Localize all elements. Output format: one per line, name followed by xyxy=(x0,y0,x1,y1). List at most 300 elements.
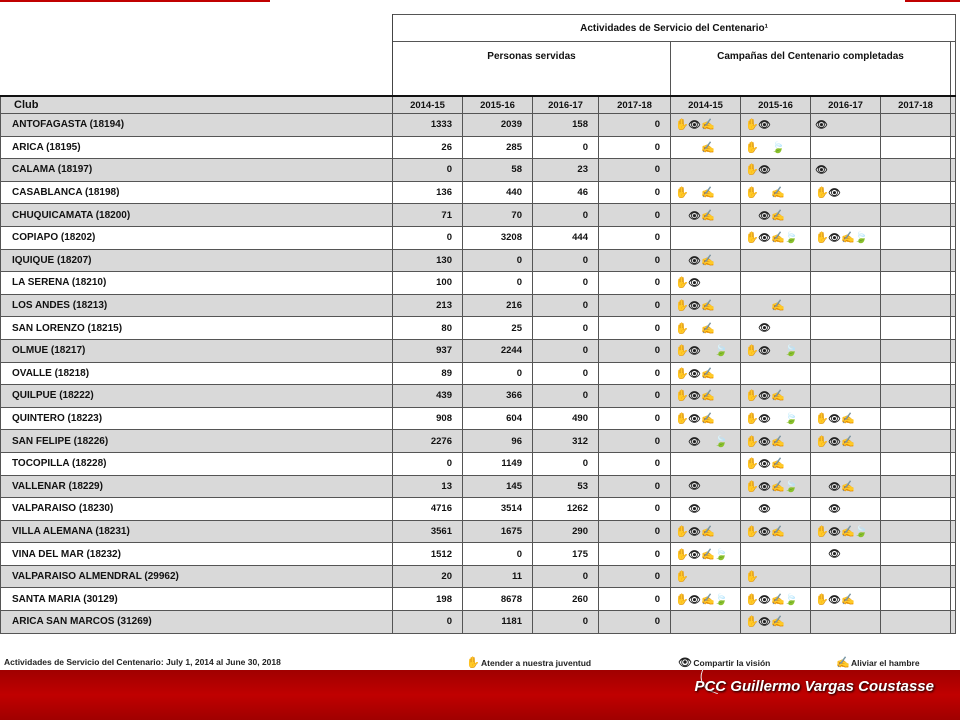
campaign-icons xyxy=(881,611,951,634)
eye-icon: 👁 xyxy=(758,165,771,177)
served-count: 0 xyxy=(599,226,671,249)
campaign-icons xyxy=(811,475,881,498)
hands-icon: ✋ xyxy=(745,232,759,245)
club-column-header: Club xyxy=(1,96,393,114)
served-count: 0 xyxy=(599,452,671,475)
hand-bowl-icon: ✍ xyxy=(701,300,715,313)
served-count: 0 xyxy=(599,181,671,204)
table-row xyxy=(1,159,956,182)
hands-icon: ✋ xyxy=(675,548,689,561)
hand-bowl-icon: ✍ xyxy=(771,435,785,448)
campaign-icons xyxy=(741,565,811,588)
table-row xyxy=(1,204,956,227)
served-count: 1512 xyxy=(393,543,463,566)
club-name: SANTA MARIA (30129) xyxy=(1,588,393,611)
eye-icon: 👁 xyxy=(758,436,771,448)
served-count: 0 xyxy=(599,362,671,385)
served-count: 0 xyxy=(599,475,671,498)
campaign-icons xyxy=(671,272,741,295)
served-count: 46 xyxy=(533,181,599,204)
campaign-icons xyxy=(671,159,741,182)
eye-icon: 👁 xyxy=(758,503,771,515)
campaign-icons xyxy=(881,362,951,385)
hands-icon: ✋ xyxy=(745,593,759,606)
served-count: 937 xyxy=(393,339,463,362)
edge-cell xyxy=(951,565,956,588)
served-count: 0 xyxy=(599,272,671,295)
served-count: 0 xyxy=(533,362,599,385)
club-name: SAN LORENZO (18215) xyxy=(1,317,393,340)
eye-icon: 👁 xyxy=(688,120,701,132)
served-count: 0 xyxy=(533,339,599,362)
campaign-icons xyxy=(741,339,811,362)
served-count: 0 xyxy=(599,498,671,521)
edge-cell xyxy=(951,96,956,114)
eye-icon: 👁 xyxy=(828,549,841,561)
campaign-icons xyxy=(671,452,741,475)
edge-cell xyxy=(951,452,956,475)
club-name: QUILPUE (18222) xyxy=(1,385,393,408)
edge-cell xyxy=(951,272,956,295)
served-count: 23 xyxy=(533,159,599,182)
edge-cell xyxy=(951,204,956,227)
legend-youth-label: Atender a nuestra juventud xyxy=(481,658,592,668)
eye-icon: 👁 xyxy=(688,301,701,313)
served-count: 136 xyxy=(393,181,463,204)
leaf-icon: 🍃 xyxy=(714,435,728,448)
campaign-icons xyxy=(881,226,951,249)
campaign-icons xyxy=(881,114,951,137)
legend xyxy=(4,655,954,669)
leaf-icon: 🍃 xyxy=(784,413,798,426)
served-count: 216 xyxy=(463,294,533,317)
served-count: 1675 xyxy=(463,520,533,543)
campaign-icons xyxy=(881,272,951,295)
served-count: 0 xyxy=(533,136,599,159)
served-count: 0 xyxy=(599,317,671,340)
campaign-icons xyxy=(811,249,881,272)
served-count: 0 xyxy=(599,339,671,362)
legend-vision-label: Compartir la visión xyxy=(693,658,771,668)
hands-icon: ✋ xyxy=(675,413,689,426)
eye-icon: 👁 xyxy=(758,120,771,132)
hands-icon: ✋ xyxy=(815,187,829,200)
hand-bowl-icon: ✍ xyxy=(701,548,715,561)
campaign-icons xyxy=(741,272,811,295)
campaign-icons xyxy=(881,181,951,204)
served-count: 130 xyxy=(393,249,463,272)
club-name: CHUQUICAMATA (18200) xyxy=(1,204,393,227)
served-count: 439 xyxy=(393,385,463,408)
served-count: 0 xyxy=(463,543,533,566)
hands-icon: ✋ xyxy=(675,119,689,132)
served-count: 440 xyxy=(463,181,533,204)
hands-icon: ✋ xyxy=(675,525,689,538)
edge-cell xyxy=(951,159,956,182)
campaign-icons xyxy=(881,204,951,227)
served-count: 2244 xyxy=(463,339,533,362)
table-row xyxy=(1,543,956,566)
campaign-icons xyxy=(811,159,881,182)
hands-icon: ✋ xyxy=(815,593,829,606)
served-count: 0 xyxy=(599,407,671,430)
campaign-year-header: 2016-17 xyxy=(811,96,881,114)
served-count: 0 xyxy=(599,159,671,182)
header-blank-cell xyxy=(1,15,393,97)
eye-icon: 👁 xyxy=(758,526,771,538)
served-count: 0 xyxy=(599,520,671,543)
campaign-icons xyxy=(671,520,741,543)
club-name: ARICA (18195) xyxy=(1,136,393,159)
year-header-row xyxy=(1,96,956,114)
campaign-icons xyxy=(811,294,881,317)
campaign-icons xyxy=(811,430,881,453)
campaign-icons xyxy=(671,136,741,159)
served-count: 444 xyxy=(533,226,599,249)
served-count: 71 xyxy=(393,204,463,227)
campaign-icons xyxy=(741,181,811,204)
served-count: 80 xyxy=(393,317,463,340)
served-count: 1262 xyxy=(533,498,599,521)
hand-bowl-icon: ✍ xyxy=(701,413,715,426)
hands-icon: ✋ xyxy=(815,413,829,426)
served-count: 58 xyxy=(463,159,533,182)
hand-bowl-icon: ✍ xyxy=(701,209,715,222)
campaigns-title: Campañas del Centenario completadas xyxy=(671,42,951,97)
edge-cell xyxy=(951,42,956,97)
served-count: 0 xyxy=(393,452,463,475)
hands-icon: ✋ xyxy=(675,300,689,313)
club-name: VALPARAISO (18230) xyxy=(1,498,393,521)
served-count: 0 xyxy=(599,136,671,159)
served-count: 198 xyxy=(393,588,463,611)
hands-icon: ✋ xyxy=(745,525,759,538)
edge-cell xyxy=(951,114,956,137)
group-title: Actividades de Servicio del Centenario¹ xyxy=(393,15,956,42)
eye-icon: 👁 xyxy=(758,323,771,335)
campaign-icons xyxy=(881,588,951,611)
hand-bowl-icon: ✍ xyxy=(841,435,855,448)
edge-cell xyxy=(951,588,956,611)
served-count: 25 xyxy=(463,317,533,340)
edge-cell xyxy=(951,611,956,634)
hand-bowl-icon: ✍ xyxy=(841,593,855,606)
campaign-icons xyxy=(741,136,811,159)
eye-icon: 👁 xyxy=(688,549,701,561)
campaign-icons xyxy=(811,407,881,430)
eye-icon: 👁 xyxy=(688,368,701,380)
campaign-icons xyxy=(811,317,881,340)
served-count: 0 xyxy=(463,249,533,272)
edge-cell xyxy=(951,407,956,430)
hands-icon: ✋ xyxy=(675,390,689,403)
served-count: 0 xyxy=(599,588,671,611)
campaign-icons xyxy=(741,226,811,249)
table-row xyxy=(1,452,956,475)
campaign-icons xyxy=(811,611,881,634)
served-count: 260 xyxy=(533,588,599,611)
club-name: LA SERENA (18210) xyxy=(1,272,393,295)
hand-bowl-icon: ✍ xyxy=(771,390,785,403)
served-count: 0 xyxy=(393,159,463,182)
leaf-icon: 🍃 xyxy=(784,480,798,493)
table-row xyxy=(1,565,956,588)
eye-icon: 👁 xyxy=(758,481,771,493)
leaf-icon: 🍃 xyxy=(714,593,728,606)
eye-icon: 👁 xyxy=(828,594,841,606)
table-row xyxy=(1,385,956,408)
eye-icon: 👁 xyxy=(758,210,771,222)
eye-icon: 👁 xyxy=(678,657,692,669)
hand-bowl-icon: ✍ xyxy=(701,254,715,267)
hands-icon: ✋ xyxy=(466,657,480,669)
campaign-icons xyxy=(741,611,811,634)
leaf-icon: 🍃 xyxy=(714,548,728,561)
campaign-icons xyxy=(741,317,811,340)
hand-bowl-icon: ✍ xyxy=(771,593,785,606)
table-row xyxy=(1,294,956,317)
served-count: 0 xyxy=(599,385,671,408)
hand-bowl-icon: ✍ xyxy=(701,141,715,154)
hand-bowl-icon: ✍ xyxy=(771,209,785,222)
edge-cell xyxy=(951,520,956,543)
served-count: 0 xyxy=(599,114,671,137)
campaign-icons xyxy=(811,452,881,475)
eye-icon: 👁 xyxy=(688,503,701,515)
served-count: 100 xyxy=(393,272,463,295)
campaign-icons xyxy=(671,294,741,317)
hand-bowl-icon: ✍ xyxy=(841,232,855,245)
eye-icon: 👁 xyxy=(758,391,771,403)
served-count: 0 xyxy=(533,204,599,227)
campaign-icons xyxy=(741,407,811,430)
eye-icon: 👁 xyxy=(828,188,841,200)
campaign-icons xyxy=(881,543,951,566)
served-count: 70 xyxy=(463,204,533,227)
campaign-icons xyxy=(881,520,951,543)
hand-bowl-icon: ✍ xyxy=(841,525,855,538)
campaign-icons xyxy=(811,498,881,521)
eye-icon: 👁 xyxy=(688,594,701,606)
served-count: 312 xyxy=(533,430,599,453)
campaign-icons xyxy=(881,339,951,362)
campaign-icons xyxy=(741,452,811,475)
footer-banner xyxy=(0,670,960,720)
campaign-icons xyxy=(671,249,741,272)
leaf-icon: 🍃 xyxy=(771,141,785,154)
served-count: 285 xyxy=(463,136,533,159)
served-count: 0 xyxy=(463,362,533,385)
table-row xyxy=(1,611,956,634)
campaign-icons xyxy=(741,588,811,611)
eye-icon: 👁 xyxy=(688,414,701,426)
served-count: 0 xyxy=(599,565,671,588)
campaign-icons xyxy=(811,362,881,385)
campaign-icons xyxy=(741,249,811,272)
club-name: IQUIQUE (18207) xyxy=(1,249,393,272)
edge-cell xyxy=(951,498,956,521)
legend-item-vision xyxy=(678,656,770,669)
hand-bowl-icon: ✍ xyxy=(771,480,785,493)
served-count: 490 xyxy=(533,407,599,430)
edge-cell xyxy=(951,294,956,317)
table-row xyxy=(1,181,956,204)
campaign-icons xyxy=(741,385,811,408)
club-name: QUINTERO (18223) xyxy=(1,407,393,430)
eye-icon: 👁 xyxy=(815,164,828,176)
leaf-icon: 🍃 xyxy=(854,525,868,538)
served-count: 290 xyxy=(533,520,599,543)
eye-icon: 👁 xyxy=(758,594,771,606)
campaign-icons xyxy=(671,430,741,453)
served-count: 53 xyxy=(533,475,599,498)
table-row xyxy=(1,498,956,521)
club-name: VALLENAR (18229) xyxy=(1,475,393,498)
served-count: 0 xyxy=(463,272,533,295)
served-count: 96 xyxy=(463,430,533,453)
hands-icon: ✋ xyxy=(815,435,829,448)
campaign-icons xyxy=(881,565,951,588)
table-row xyxy=(1,362,956,385)
campaign-icons xyxy=(671,475,741,498)
served-count: 20 xyxy=(393,565,463,588)
served-count: 3561 xyxy=(393,520,463,543)
club-name: OVALLE (18218) xyxy=(1,362,393,385)
campaign-icons xyxy=(741,362,811,385)
hand-bowl-icon: ✍ xyxy=(841,413,855,426)
eye-icon: 👁 xyxy=(688,278,701,290)
hands-icon: ✋ xyxy=(815,232,829,245)
campaign-icons xyxy=(811,181,881,204)
hands-icon: ✋ xyxy=(675,367,689,380)
campaign-icons xyxy=(671,498,741,521)
campaign-icons xyxy=(881,407,951,430)
eye-icon: 👁 xyxy=(688,436,701,448)
campaign-icons xyxy=(811,136,881,159)
hands-icon: ✋ xyxy=(745,435,759,448)
campaign-year-header: 2015-16 xyxy=(741,96,811,114)
service-activities-table xyxy=(0,14,956,634)
served-count: 13 xyxy=(393,475,463,498)
table-row xyxy=(1,407,956,430)
edge-cell xyxy=(951,226,956,249)
table-row xyxy=(1,136,956,159)
campaign-icons xyxy=(811,588,881,611)
eye-icon: 👁 xyxy=(688,210,701,222)
campaign-icons xyxy=(881,452,951,475)
served-title: Personas servidas xyxy=(393,42,671,97)
served-count: 0 xyxy=(599,204,671,227)
table-row xyxy=(1,520,956,543)
eye-icon: 👁 xyxy=(688,526,701,538)
campaign-icons xyxy=(811,272,881,295)
served-count: 0 xyxy=(533,452,599,475)
table-row xyxy=(1,588,956,611)
hands-icon: ✋ xyxy=(745,119,759,132)
club-name: SAN FELIPE (18226) xyxy=(1,430,393,453)
eye-icon: 👁 xyxy=(828,414,841,426)
edge-cell xyxy=(951,543,956,566)
served-count: 0 xyxy=(599,249,671,272)
campaign-icons xyxy=(741,159,811,182)
hands-icon: ✋ xyxy=(745,141,759,154)
campaign-icons xyxy=(671,385,741,408)
served-count: 89 xyxy=(393,362,463,385)
edge-cell xyxy=(951,430,956,453)
eye-icon: 👁 xyxy=(758,346,771,358)
club-name: ANTOFAGASTA (18194) xyxy=(1,114,393,137)
hands-icon: ✋ xyxy=(675,593,689,606)
hands-icon: ✋ xyxy=(675,571,689,584)
served-count: 3514 xyxy=(463,498,533,521)
legend-note: Actividades de Servicio del Centenario: July 1, 2014 al June 30, 2018 xyxy=(4,657,281,667)
campaign-icons xyxy=(811,226,881,249)
hand-bowl-icon: ✍ xyxy=(701,187,715,200)
eye-icon: 👁 xyxy=(758,617,771,629)
served-count: 11 xyxy=(463,565,533,588)
table-row xyxy=(1,317,956,340)
served-count: 604 xyxy=(463,407,533,430)
served-count: 0 xyxy=(599,430,671,453)
club-name: OLMUE (18217) xyxy=(1,339,393,362)
hands-icon: ✋ xyxy=(745,413,759,426)
campaign-icons xyxy=(881,385,951,408)
campaign-icons xyxy=(741,114,811,137)
legend-item-hunger xyxy=(836,656,920,669)
top-accent-bar-left xyxy=(0,0,270,2)
club-name: COPIAPO (18202) xyxy=(1,226,393,249)
campaign-icons xyxy=(671,204,741,227)
served-count: 0 xyxy=(533,565,599,588)
campaign-year-header: 2014-15 xyxy=(671,96,741,114)
edge-cell xyxy=(951,475,956,498)
hand-bowl-icon: ✍ xyxy=(771,187,785,200)
campaign-icons xyxy=(671,317,741,340)
campaign-icons xyxy=(811,385,881,408)
club-name: CASABLANCA (18198) xyxy=(1,181,393,204)
leaf-icon: 🍃 xyxy=(854,232,868,245)
hand-bowl-icon: ✍ xyxy=(771,458,785,471)
served-count: 213 xyxy=(393,294,463,317)
campaign-icons xyxy=(881,136,951,159)
eye-icon: 👁 xyxy=(828,503,841,515)
served-count: 0 xyxy=(533,611,599,634)
eye-icon: 👁 xyxy=(688,481,701,493)
campaign-icons xyxy=(671,114,741,137)
campaign-icons xyxy=(811,565,881,588)
leaf-icon: 🍃 xyxy=(784,593,798,606)
served-count: 4716 xyxy=(393,498,463,521)
campaign-icons xyxy=(811,520,881,543)
hands-icon: ✋ xyxy=(745,187,759,200)
served-count: 0 xyxy=(533,249,599,272)
table-row xyxy=(1,249,956,272)
eye-icon: 👁 xyxy=(815,119,828,131)
served-year-header: 2016-17 xyxy=(533,96,599,114)
campaign-year-header: 2017-18 xyxy=(881,96,951,114)
campaign-icons xyxy=(741,543,811,566)
hand-bowl-icon: ✍ xyxy=(701,367,715,380)
club-name: CALAMA (18197) xyxy=(1,159,393,182)
eye-icon: 👁 xyxy=(758,459,771,471)
hands-icon: ✋ xyxy=(745,164,759,177)
club-name: LOS ANDES (18213) xyxy=(1,294,393,317)
served-count: 366 xyxy=(463,385,533,408)
served-count: 145 xyxy=(463,475,533,498)
hand-bowl-icon: ✍ xyxy=(701,593,715,606)
campaign-icons xyxy=(741,294,811,317)
hands-icon: ✋ xyxy=(675,345,689,358)
